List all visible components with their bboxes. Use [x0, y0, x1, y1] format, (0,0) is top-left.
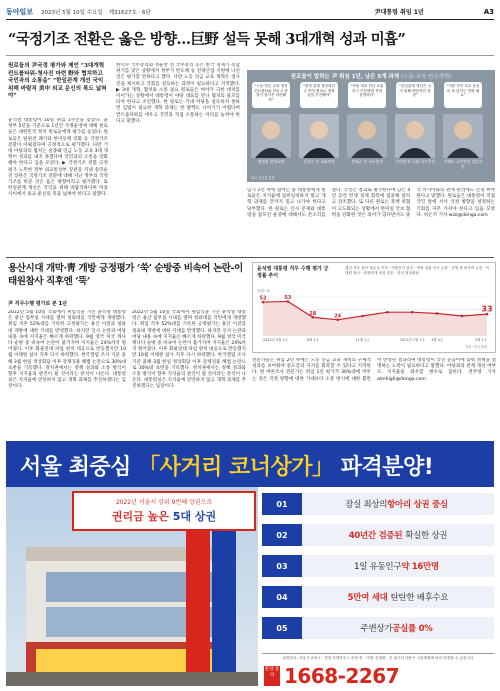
person-name: 이재오 국민의힘 상임고문 [443, 159, 483, 169]
line-chart [253, 263, 495, 352]
ad-feature [262, 493, 494, 515]
x-tick-label: 5월 1주 [475, 338, 487, 342]
portrait-photo [395, 114, 435, 158]
quote-bubble: “미중 사이 외교 운신의 폭 넓히는 전략 필요” [444, 82, 482, 108]
portrait-photo [251, 114, 291, 158]
callout-line2: 권리금 높은 5대 상권 [111, 510, 217, 523]
feature-number: 05 [262, 617, 302, 639]
person-name: 김형오 전 국회의장 [303, 159, 335, 164]
article2-body-col2: 2022년 5월 10일 국회에서 취임식을 가진 윤석열 대통령은 용산 집무실 시대를 열며 청와대를 국민에게 개방했다. 취임 직후 52%대를 기록한 긍정평가는 용산 이전과 청와대 개방에 대한 기대를 반영했다. 하지만 인사 논란과 여당 내홍 속에 지지율은 빠르게 하락했다. 9월 영국 미국 캐나다 순방 중 비속어 논란이 불거지며 지지율은 24%까지 떨어졌다. 이후 화물연대 파업 원칙 대응으로 반등했지만 10월 이태원 참사 직후 다시 하락했다. 한국갤럽 조사 기준 올해 3월 한일 정상회담 이후 강제징용 해법 논란으로 30%대 초반을 기록했다. 정치권에서는 정책 성과와 소통 방식이 향후 지지율의 관건이 될 것이라는 분석이 나온다. 대통령실은 지지율에 연연하지 않고 개혁 과제를 추진하겠다는 입장이다. [132, 310, 246, 390]
section-divider [6, 257, 494, 258]
main-subhead: 원로들의 尹국정 평가와 제언 “3대개혁 컨트롤타워-청사진 마련 野와 협치하고 국민과의 소통을” “한일관계 개선 국익 위해 바람직 美中 외교 운신의 폭도 넓혀야” [8, 63, 107, 99]
masthead [6, 4, 494, 20]
event-label: 이태원 참사 [345, 266, 490, 275]
elder-quote-panel [247, 70, 495, 182]
ad-footer [262, 653, 494, 686]
callout-line1: 2022년 서울시 상위 9번째 상권으로 [115, 499, 213, 506]
ad-phone-number[interactable]: 1668-2267 [284, 664, 400, 688]
x-tick-label: 3월 4주 [431, 338, 444, 342]
x-tick-label: 11월 1주 [355, 338, 370, 342]
data-label: 28 [309, 310, 317, 317]
ad-feature [262, 586, 494, 608]
x-tick-label: 2022년 5월 2주 [263, 338, 288, 342]
real-estate-ad [6, 441, 494, 686]
event-label: 순방 중 비속어 논란 [451, 266, 483, 270]
portrait-photo [299, 114, 339, 158]
headline-divider [6, 55, 494, 56]
feature-number: 04 [262, 586, 302, 608]
data-point [386, 311, 389, 314]
data-point [436, 312, 439, 315]
chart-events: 취임 직후 용산 집무실 이전 · 지방선거 압승 · 여당 내홍·인사 논란 · 순방 중 비속어 논란 · 이태원 참사 · 화물연대 파업 대응 · 한일 정상회담 [345, 266, 490, 275]
event-label: 지방선거 압승 [391, 266, 414, 270]
quote-bubble: “한일관계 개선은 국익 위해 바람직한 결정” [396, 82, 434, 108]
person-name: 정대철 헌정회장 [257, 159, 285, 164]
building-image [6, 487, 258, 686]
article2-body-col1: 2022년 5월 10일 국회에서 취임식을 가진 윤석열 대통령은 용산 집무실 시대를 열며 청와대를 국민에게 개방했다. 취임 직후 52%대를 기록한 긍정평가는 용산 이전과 청와대 개방에 대한 기대를 반영했다. 하지만 인사 논란과 여당 내홍 속에 지지율은 빠르게 하락했다. 9월 영국 미국 캐나다 순방 중 비속어 논란이 불거지며 지지율은 24%까지 떨어졌다. 이후 화물연대 파업 원칙 대응으로 반등했지만 10월 이태원 참사 직후 다시 하락했다. 한국갤럽 조사 기준 올해 3월 한일 정상회담 이후 강제징용 해법 논란으로 30%대 초반을 기록했다. 정치권에서는 정책 성과와 소통 방식이 향후 지지율의 관건이 될 것이라는 분석이 나온다. 대통령실은 지지율에 연연하지 않고 개혁 과제를 추진하겠다는 입장이다. [8, 310, 126, 390]
quote-bubble: “야당 대표 만나 소통하고 국민에게 직접 설명하라” [348, 82, 386, 108]
article2-headline: 용산시대 개막·靑 개방 긍정평가 ‘쑥’ 순방중 비속어 논란-이태원참사 직후엔 ‘뚝’ [8, 263, 243, 287]
main-body-col1: 윤석열 대통령이 10일 취임 1주년을 맞았다. 윤 정부 5년을 기준으로 1년간 국정운영에 대해 원로들은 대한민국 정치 원로들에게 평가를 들었다. 원로들은 탈원전 폐기와 한미동맹 강화 등 국정기조 전환이 이뤄졌다며 긍정적으로 평가했다. 다만 거대 야당과의 협치는 실종돼 연금 노동 교육 3대 개혁이 성과를 내지 못했다며 국민과의 소통을 강화해야 한다고 입을 모았다. ▶ 국정기조 전환 긍정 평가 노무현 정부 외교통상부 장관을 지낸 송민순 전 장관은 국정기조 전환에 대해 지난 정부의 국정기조를 바꾼 것은 옳은 방향이라고 평가했다. 또 한일관계 개선은 국익을 위해 바람직하다며 미중 사이에서 외교 운신의 폭을 넓혀야 한다고 말했다. [8, 118, 108, 198]
chart-title: 윤석열 대통령 직무 수행 평가 긍정률 추이 [257, 266, 329, 279]
ad-headline: 서울 최중심 「사거리 코너상가」 파격분양! [20, 455, 434, 480]
feature-number: 01 [262, 493, 302, 515]
data-label: 24 [334, 313, 342, 320]
issue-date: 2023년 5월 10일 수요일 [41, 9, 103, 16]
section-label: 尹대통령 취임 1년 [374, 9, 424, 16]
feature-text: 1일 유동인구 약 16만명 [302, 555, 494, 577]
panel-note: 원로 인터뷰 종합 [251, 176, 275, 180]
chart-unit: 단위: % [257, 289, 270, 293]
chart-source: 자료: 한국갤럽 [465, 345, 487, 349]
main-body-col3: 임기 2년 차에 접어든 윤 대통령에게 원로들은 지지율에 일희일비하지 말고 개혁 과제를 끝까지 밀고 나가야 한다고 당부했다. 한 원로는 인사 문제와 대통령실 참모진 운영에 대해서도 쓴소리를 했다. 국민은 결과로 평가한다며 남은 4년 동안 민생 경제 회복에 집중해 달라고 강조했다. 또 다른 원로는 북핵 위협이 고도화되는 상황에서 한미일 안보 협력을 강화한 것은 의미가 있다면서도 중국 러시아와의 관계 관리에도 신경 써야 한다고 말했다. 원로들은 대통령이 직접 국민 앞에 서서 국정 방향을 설명하는 기회를 자주 가져야 한다고 입을 모았다. 위은지 기자 wizi@donga.com [247, 188, 495, 218]
event-label: 한일 정상회담 [396, 271, 419, 275]
feature-number: 02 [262, 524, 302, 546]
data-label: 52 [259, 295, 267, 302]
quote-bubble: “당정 관계 정상화하고 여야 협치로 개혁 입법 추진해야” [300, 82, 338, 108]
paper-logo: 동아일보 [6, 7, 34, 16]
x-tick-label: 8월 1주 [306, 338, 319, 342]
ad-feature [262, 555, 494, 577]
data-point [461, 315, 464, 318]
issue-number: 제31627호 · 6판 [108, 9, 151, 16]
x-tick-label: 2023년 1월 1주 [399, 338, 425, 342]
ad-callout [72, 491, 256, 531]
panel-title: 원로들이 말하는 尹 취임 1년, 남은 5개 과제 (노동·교육·연금개혁) [290, 74, 452, 80]
article2-subhead: 尹 직무수행 평가로 본 1년 [8, 301, 67, 307]
event-label: 화물연대 파업 대응 [363, 271, 394, 275]
portrait-photo [443, 114, 483, 158]
ad-banner [6, 441, 494, 487]
approval-chart [252, 262, 496, 353]
feature-number: 03 [262, 555, 302, 577]
page-number: A3 [483, 7, 494, 16]
person-name: 유인태 전 국회 사무총장 [394, 159, 436, 164]
article2-body-col3: 전문가들은 취임 2년 차에는 노동 연금 교육 개혁의 구체적 성과를 보여줘야 중도층의 지지를 회복할 수 있다고 지적한다. 한 여론조사 전문가는 취임 1년 평가가 30%대에 머무는 것은 국정 방향에 대한 기대보다 소통 방식에 대한 불만이 반영된 결과라며 대통령이 국민 눈높이에 맞춰 정책을 설명하는 노력이 필요하다고 말했다. 야당과의 관계 개선 여부도 지지율을 좌우할 변수로 꼽힌다. 전주영 기자 aimhigh@donga.com [252, 358, 496, 382]
ad-small-print: 분양문의: 서울시 송파구 · 현장 모델하우스 운영 중 · 시행: 롯데원 · 본 광고의 내용은 사업계획에 따라 변경될 수 있습니다 [282, 656, 474, 660]
main-body-col2: 한덕수 국무총리와 정운찬 전 국무총리 등은 한국 경제가 복합위기를 맞은 상황에서 정부가 반도체 등 전략산업 지원에 나선 것은 평가할 만하다고 했다. 다만 노동 연금 교육 개혁은 청사진을 제시하고 국회를 설득하는 과정이 필요하다고 지적했다. ▶ 3대 개혁, 협치와 소통 필요 원로들은 여야가 극한 대치를 이어가는 상황에서 대통령이 야당 대표를 만나 협치의 물꼬를 터야 한다고 조언했다. 한 원로는 거대 야당을 설득하지 못하면 입법이 필요한 개혁 과제는 한 발짝도 나아가기 어렵다며 컨트롤타워를 세우고 국민과 직접 소통하는 자리를 늘려야 한다고 말했다. [116, 63, 240, 124]
feature-text: 40년간 검증된 확실한 상권 [302, 524, 494, 546]
event-label: 여당 내홍·인사 논란 [416, 266, 448, 270]
feature-text: 5만여 세대 탄탄한 배후수요 [302, 586, 494, 608]
feature-text: 잠실 최상의 항아리 상권 중심 [302, 493, 494, 515]
person-name: 정세균 전 국무총리 [351, 159, 383, 164]
data-label: 33 [481, 304, 493, 314]
call-label: 분양 문의 [264, 666, 280, 686]
ad-feature [262, 617, 494, 639]
ad-feature [262, 524, 494, 546]
data-label: 53 [284, 294, 292, 301]
main-headline: “국정기조 전환은 옳은 방향…巨野 설득 못해 3대개혁 성과 미흡” [8, 31, 406, 48]
quote-bubble: “노동·연금 교육 개혁 컨트롤타워 만들고 중장기 청사진 마련해야” [252, 82, 290, 108]
event-label: 취임 직후 용산 집무실 이전 [345, 266, 388, 270]
portrait-photo [347, 114, 387, 158]
data-point [411, 311, 414, 314]
feature-text: 주변상가 공실률 0% [302, 617, 494, 639]
data-point [361, 315, 364, 318]
